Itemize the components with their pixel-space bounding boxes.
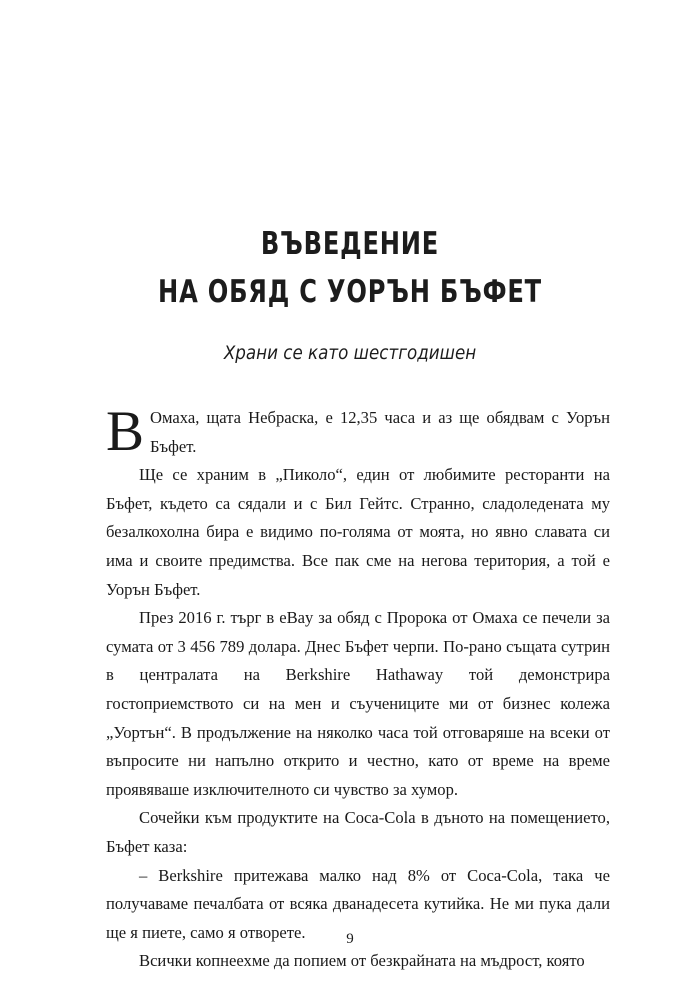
paragraph-1 <box>106 400 610 463</box>
drop-cap: В <box>106 400 145 463</box>
chapter-body <box>106 400 610 976</box>
paragraph-4: Сочейки към продуктите на Coca-Cola в дъното на помещението, Бъфет каза: <box>106 808 610 856</box>
chapter-title-line-1: ВЪВЕДЕНИЕ <box>260 226 440 262</box>
paragraph-2: Ще се храним в „Пиколо“, един от любимите ресторанти на Бъфет, където са сядали и с Бил Гейтс. Странно, сладоледената му безалкохолна бира е видимо по-голяма от моята, но явно славата си има и своите предимства. Все пак сме на негова територия, а той е Уорън Бъфет. <box>106 465 610 599</box>
paragraph-5: – Berkshire притежава малко над 8% от Coca-Cola, така че получаваме печалбата от всяка дванадесета кутийка. Не ми пука дали ще я пиете, само я отворете. <box>106 865 610 942</box>
paragraph-3: През 2016 г. търг в eBay за обяд с Пророка от Омаха се печели за сумата от 3 456 789 долара. Днес Бъфет черпи. По-рано същата сутрин в централата на Berkshire Hathaway той демонстрира гостоприемството си на мен и съучениците ми от бизнес колежа „Уортън“. В продължение на няколко часа той отговаряше на всеки от въпросите ни напълно открито и честно, като от време на време проявяваше изключителното си чувство за хумор. <box>106 608 610 799</box>
chapter-title-line-2: НА ОБЯД С УОРЪН БЪФЕТ <box>158 274 542 310</box>
page-number: 9 <box>346 931 354 947</box>
paragraph-1-text: Омаха, щата Небраска, е 12,35 часа и аз ще обядвам с Уорън Бъфет. <box>150 408 610 456</box>
chapter-subtitle: Храни се като шестгодишен <box>223 342 477 364</box>
paragraph-6: Всички копнеехме да попием от безкрайната на мъдрост, която <box>139 951 585 971</box>
